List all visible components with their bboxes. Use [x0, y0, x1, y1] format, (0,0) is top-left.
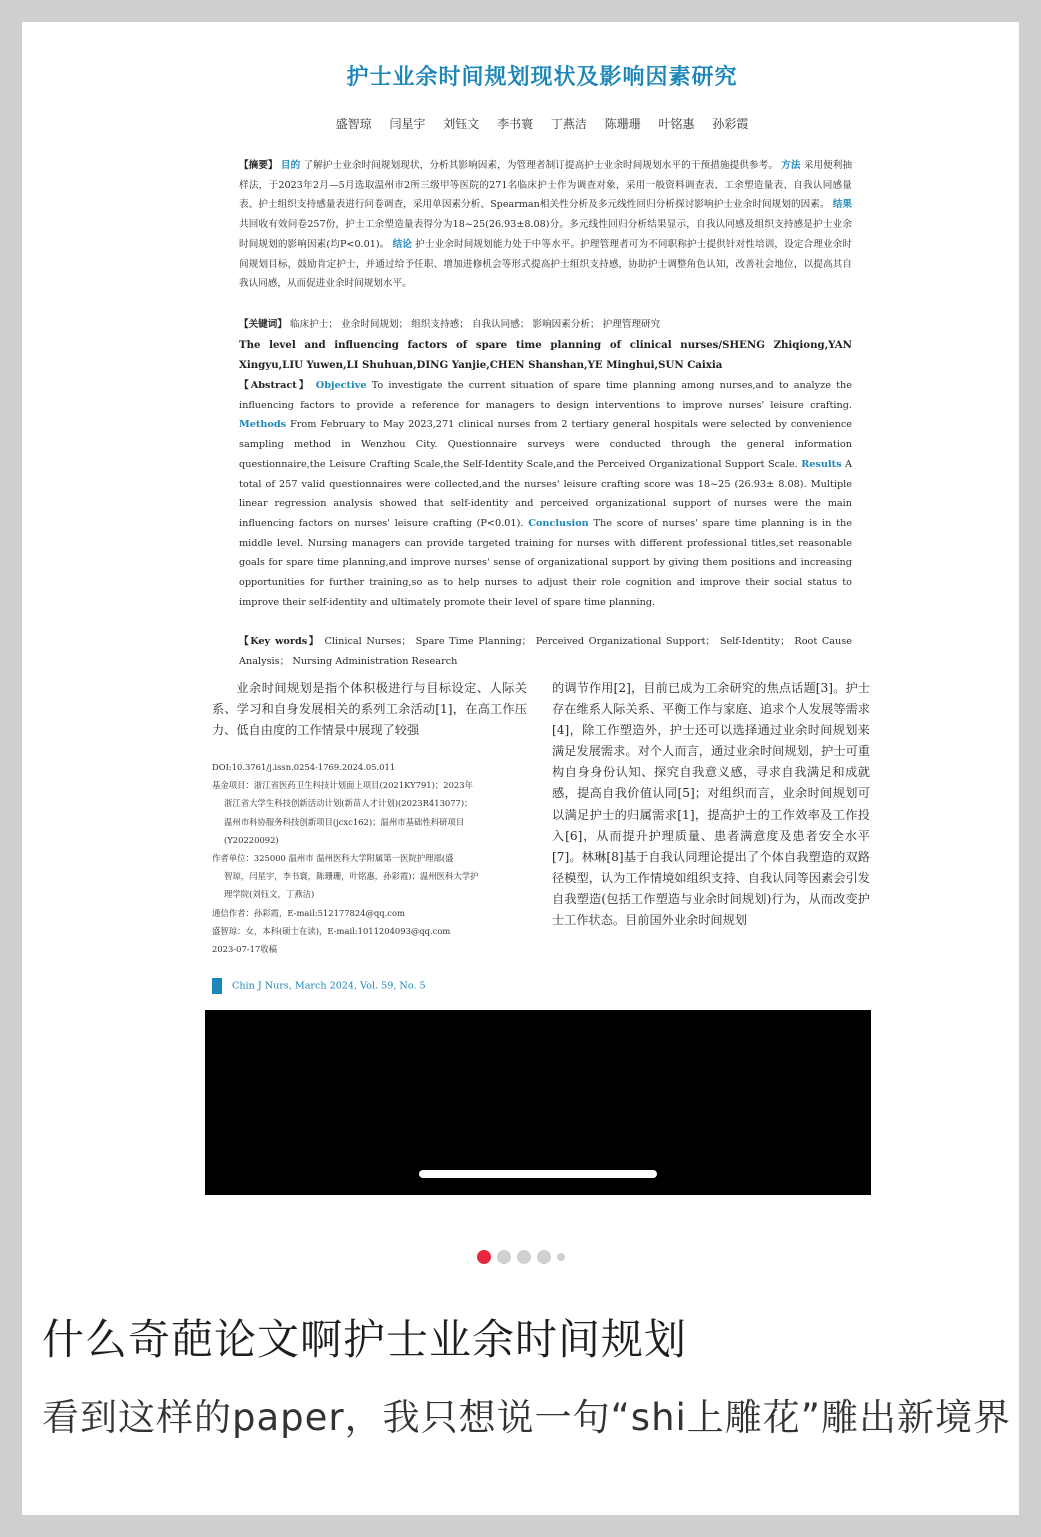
methods-en-text: From February to May 2023,271 clinical nurses from 2 tertiary general hospitals were selected by convenience sampling method in Wenzhou City. Questionnaire surveys were conducted through the general information questionnaire,the Leisure Crafting Scale,the Self-Identity Scale,and the Perceived Organizational Support Scale. [239, 419, 852, 470]
conclusion-en-text: The score of nurses' spare time planning is in the middle level. Nursing managers can provide targeted training for nurses with different professional titles,set reasonable goals for spare time planning,and improve nurses' sense of organizational support by giving them positions and increasing opportunities for further training,so as to help nurses to adjust their role cognition and improve their social status to improve their self-identity and ultimately promote their level of spare time planning. [239, 517, 852, 608]
pager-dot-4[interactable] [537, 1250, 551, 1264]
footnote-line: 理学院(刘钰文，丁燕洁) [224, 889, 315, 900]
footnote-line: 作者单位：325000 温州市 温州医科大学附属第一医院护理部(盛 [212, 853, 454, 864]
abstract-en [239, 376, 852, 612]
objective-en-text: To investigate the current situation of spare time planning among nurses,and to analyze the influencing factors to provide a reference for managers to design interventions to improve nurses' leisure crafting. [239, 380, 852, 411]
post-title: 什么奇葩论文啊护士业余时间规划 [42, 1315, 688, 1364]
footnote-line: 浙江省大学生科技创新活动计划(新苗人才计划)(2023R413077)； [224, 798, 473, 809]
results-en-label: Results [801, 458, 842, 470]
footnote-line: 2023-07-17收稿 [212, 944, 278, 955]
conclusion-en-label: Conclusion [528, 517, 589, 529]
conclusion-label: 结论 [392, 238, 412, 250]
body-left-column: 业余时间规划是指个体积极进行与目标设定、人际关系、学习和自身发展相关的系列工余活动[1]，在高工作压力、低自由度的工作情景中展现了较强 [212, 681, 527, 737]
methods-text: 采用便利抽样法，于2023年2月—5月选取温州市2所三级甲等医院的271名临床护士作为调查对象，采用一般资料调查表、工余塑造量表、自我认同感量表、护士组织支持感量表进行问卷调查，采用单因素分析、Spearman相关性分析及多元线性回归分析探讨影响护士业余时间规划的因素。 [239, 160, 853, 211]
pager-dot-2[interactable] [497, 1250, 511, 1264]
methods-label: 方法 [781, 160, 801, 171]
pager-dot-1[interactable] [477, 1250, 491, 1264]
objective-en-label: Objective [315, 380, 367, 391]
post-body: 看到这样的paper，我只想说一句“shi上雕花”雕出新境界 [42, 1396, 1011, 1439]
paper-title: 护士业余时间规划现状及影响因素研究 [346, 65, 738, 90]
results-en-text: A total of 257 valid questionnaires were collected,and the nurses' leisure crafting score was 18~25 (26.93± 8.08). Multiple linear regression analysis showed that self-identity and perceived organizational support of nurses were the main influencing factors on nurses' leisure crafting (P<0.01). [239, 458, 852, 529]
methods-en-label: Methods [239, 419, 287, 431]
footnote-line: 通信作者：孙彩霞，E-mail:512177824@qq.com [212, 907, 405, 918]
journal-footer [212, 978, 426, 994]
body-right-column: 的调节作用[2]，目前已成为工余研究的焦点话题[3]。护士存在维系人际关系、平衡工作与家庭、追求个人发展等需求[4]，除工作塑造外，护士还可以选择通过业余时间规划来满足发展需求。对个人而言，通过业余时间规划，护士可重构自身身份认知、探究自我意义感，寻求自我满足和成就感，提高自我价值认同[5]；对组织而言，业余时间规划可以满足护士的归属需求[1]，提高护士的工作效率及工作投入[6]，从而提升护理质量、患者满意度及患者安全水平[7]。林琳[8]基于自我认同理论提出了个体自我塑造的双路径模型，认为工作情境如组织支持、自我认同等因素会引发自我塑造(包括工作塑造与业余时间规划)行为，从而改变护士工作状态。目前国外业余时间规划 [552, 681, 870, 928]
objective-label: 目的 [280, 160, 301, 171]
journal-mark [212, 978, 222, 994]
video-player[interactable] [205, 1010, 871, 1195]
pager-dot-5[interactable] [557, 1253, 565, 1261]
paper-image[interactable] [212, 40, 872, 1000]
footnote-line: 温州市科协服务科技创新项目(jcxc162)；温州市基础性科研项目 [224, 816, 465, 827]
journal-citation: Chin J Nurs, March 2024, Vol. 59, No. 5 [232, 980, 426, 992]
post-content [22, 22, 1019, 1515]
abstract-cn [239, 156, 852, 294]
footnote-line: 盛智琼：女，本科(硕士在读)，E-mail:1011204093@qq.com [212, 925, 451, 936]
footnote-line: (Y20220092) [224, 834, 279, 845]
keywords-en [239, 632, 852, 671]
english-title: The level and influencing factors of spare time planning of clinical nurses/SHENG Zhiqiong,YAN Xingyu,LIU Yuwen,LI Shuhuan,DING Yanjie,CHEN Shanshan,YE Minghui,SUN Caixia [239, 339, 852, 371]
abstract-cn-label: 【摘要】 [239, 160, 278, 171]
objective-text: 了解护士业余时间规划现状，分析其影响因素，为管理者制订提高护士业余时间规划水平的干预措施提供参考。 [303, 160, 779, 171]
footnote-line: 基金项目：浙江省医药卫生科技计划面上项目(2021KY791)；2023年 [212, 780, 473, 791]
footnote-line: 智琼，闫星宇，李书寰，陈珊珊，叶铭惠，孙彩霞)；温州医科大学护 [224, 871, 479, 882]
footnotes [212, 758, 527, 958]
conclusion-text: 护士业余时间规划能力处于中等水平。护理管理者可为不同职称护士提供针对性培训，设定合理业余时间规划目标，鼓励肯定护士，并通过给予任职、增加进修机会等形式提高护士组织支持感，协助护士调整角色认知，改善社会地位，以提高其自我认同感，从而促进业余时间规划水平。 [239, 238, 852, 290]
results-label: 结果 [832, 199, 852, 211]
keywords-en-text: Clinical Nurses； Spare Time Planning； Perceived Organizational Support； Self-Identity； Root Cause Analysis； Nursing Administration Research [239, 636, 852, 667]
keywords-cn-text: 临床护士； 业余时间规划； 组织支持感； 自我认同感； 影响因素分析； 护理管理研究 [290, 319, 661, 330]
footnote-line: DOI:10.3761/j.issn.0254-1769.2024.05.011 [212, 762, 396, 772]
abstract-en-label: 【Abstract】 [239, 380, 311, 391]
keywords-en-label: 【Key words】 [239, 636, 320, 647]
paper-authors: 盛智琼 闫星宇 刘钰文 李书寰 丁燕洁 陈珊珊 叶铭惠 孙彩霞 [335, 117, 749, 131]
keywords-cn [239, 315, 852, 335]
pager-dot-3[interactable] [517, 1250, 531, 1264]
keywords-cn-label: 【关键词】 [239, 319, 287, 330]
image-pager [22, 1246, 1019, 1260]
results-text: 共回收有效问卷257份，护士工余塑造量表得分为18~25(26.93±8.08)分。多元线性回归分析结果显示，自我认同感及组织支持感是护士业余时间规划的影响因素(均P<0.01)。 [239, 219, 852, 250]
home-indicator-bar[interactable] [419, 1170, 657, 1178]
